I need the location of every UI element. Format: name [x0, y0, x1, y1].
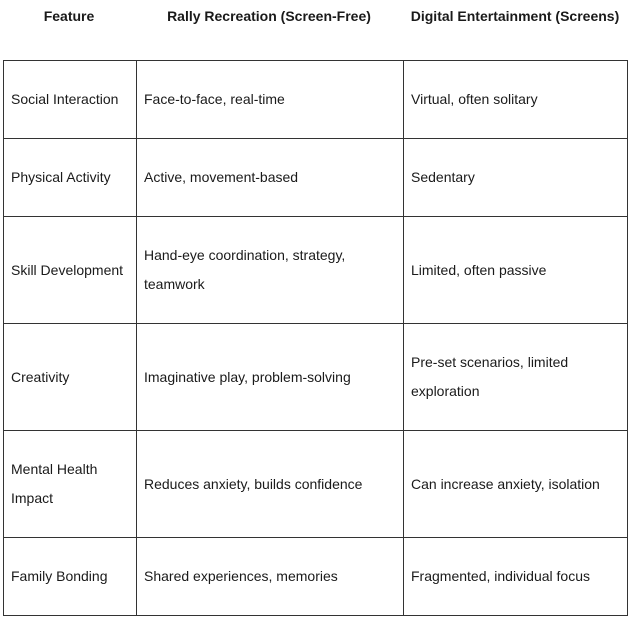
- header-rally-recreation: Rally Recreation (Screen-Free): [167, 8, 371, 24]
- table-row: [4, 431, 628, 538]
- rally-cell: Face-to-face, real-time: [137, 61, 404, 139]
- rally-cell: Imaginative play, problem-solving: [137, 324, 404, 431]
- rally-cell: Hand-eye coordination, strategy, teamwork: [137, 217, 404, 324]
- feature-cell: Creativity: [4, 324, 137, 431]
- digital-cell: Can increase anxiety, isolation: [404, 431, 628, 538]
- header-feature: Feature: [43, 8, 95, 24]
- digital-cell: Limited, often passive: [404, 217, 628, 324]
- table-header: [0, 0, 630, 34]
- feature-cell: Mental Health Impact: [4, 431, 137, 538]
- feature-cell: Family Bonding: [4, 538, 137, 616]
- table-row: [4, 139, 628, 217]
- feature-cell: Social Interaction: [4, 61, 137, 139]
- digital-cell: Sedentary: [404, 139, 628, 217]
- digital-cell: Pre-set scenarios, limited exploration: [404, 324, 628, 431]
- header-digital-entertainment: Digital Entertainment (Screens): [410, 8, 620, 24]
- feature-cell: Physical Activity: [4, 139, 137, 217]
- digital-cell: Fragmented, individual focus: [404, 538, 628, 616]
- rally-cell: Active, movement-based: [137, 139, 404, 217]
- table-row: [4, 217, 628, 324]
- table-row: [4, 324, 628, 431]
- table-row: [4, 538, 628, 616]
- comparison-table: [3, 60, 628, 616]
- digital-cell: Virtual, often solitary: [404, 61, 628, 139]
- feature-cell: Skill Development: [4, 217, 137, 324]
- rally-cell: Reduces anxiety, builds confidence: [137, 431, 404, 538]
- rally-cell: Shared experiences, memories: [137, 538, 404, 616]
- table-row: [4, 61, 628, 139]
